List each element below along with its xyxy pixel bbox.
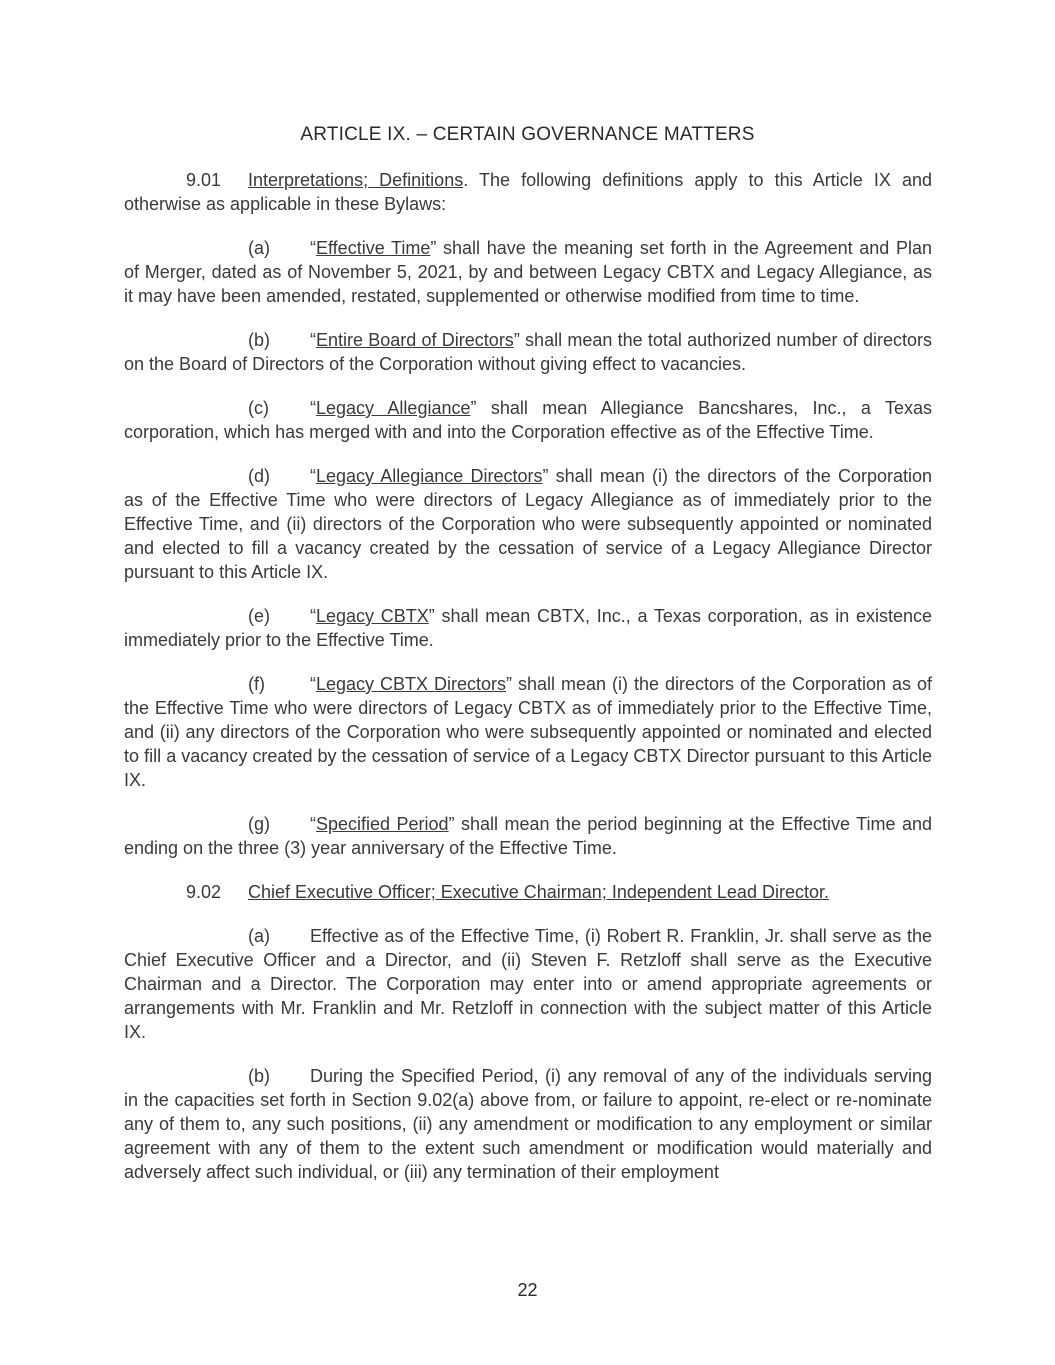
defined-term: Entire Board of Directors [316, 330, 514, 350]
definition-text: shall mean the total authorized number of directors on the Board of Directors of the Corporation without giving effect to vacancies. [124, 330, 932, 374]
definition-f: (f) “Legacy CBTX Directors” shall mean (i) the directors of the Corporation as of the Effective Time who were directors of Legacy CBTX as of immediately prior to the Effective Time, and (ii) any directors of the Corporation who were subsequently appointed or nominated and elected to fill a vacancy created by the cessation of service of a Legacy CBTX Director pursuant to this Article IX. [124, 674, 932, 790]
definition-g: (g) “Specified Period” shall mean the period beginning at the Effective Time and ending on the three (3) year anniversary of the Effective Time. [124, 814, 932, 858]
definition-label: (b) [248, 330, 270, 350]
defined-term: Legacy CBTX Directors [316, 674, 507, 694]
definition-e: (e) “Legacy CBTX” shall mean CBTX, Inc., a Texas corporation, as in existence immediately prior to the Effective Time. [124, 606, 932, 650]
definition-text: shall mean Allegiance Bancshares, Inc., a Texas corporation, which has merged with and into the Corporation effective as of the Effective Time. [124, 398, 932, 442]
definition-a: (a) “Effective Time” shall have the meaning set forth in the Agreement and Plan of Merger, dated as of November 5, 2021, by and between Legacy CBTX and Legacy Allegiance, as it may have been amended, restated, supplemented or otherwise modified from time to time. [124, 238, 932, 306]
defined-term: Effective Time [316, 238, 431, 258]
article-heading: ARTICLE IX. – CERTAIN GOVERNANCE MATTERS [300, 124, 755, 145]
definition-b: (b) “Entire Board of Directors” shall mean the total authorized number of directors on the Board of Directors of the Corporation without giving effect to vacancies. [124, 330, 932, 374]
item-label: (b) [248, 1066, 270, 1086]
item-label: (a) [248, 926, 270, 946]
section-9-02-a [124, 924, 932, 1044]
definition-d: (d) “Legacy Allegiance Directors” shall mean (i) the directors of the Corporation as of the Effective Time who were directors of Legacy Allegiance as of immediately prior to the Effective Time, and (ii) directors of the Corporation who were subsequently appointed or nominated and elected to fill a vacancy created by the cessation of service of a Legacy Allegiance Director pursuant to this Article IX. [124, 466, 933, 582]
defined-term: Legacy Allegiance Directors [316, 466, 543, 486]
section-9-02-b [124, 1064, 932, 1184]
section-number: 9.02 [186, 882, 222, 902]
section-9-02 [124, 880, 932, 904]
section-text: . The following definitions apply to this Article IX and otherwise as applicable in these Bylaws: [124, 170, 933, 214]
definition-label: (d) [248, 466, 270, 486]
definition-label: (e) [248, 606, 270, 626]
section-title: Chief Executive Officer; Executive Chairman; Independent Lead Director. [248, 882, 829, 902]
definition-label: (c) [248, 398, 269, 418]
definition-label: (a) [248, 238, 270, 258]
definition-label: (f) [248, 674, 265, 694]
section-number: 9.01 [186, 170, 222, 190]
definition-text: shall mean (i) the directors of the Corporation as of the Effective Time who were directors of Legacy CBTX as of immediately prior to the Effective Time, and (ii) any directors of the Corporation who were subsequently appointed or nominated and elected to fill a vacancy created by the cessation of service of a Legacy CBTX Director pursuant to this Article IX. [124, 674, 932, 790]
defined-term: Legacy Allegiance [316, 398, 471, 418]
item-text: During the Specified Period, (i) any removal of any of the individuals serving in the capacities set forth in Section 9.02(a) above from, or failure to appoint, re-elect or re-nominate any of them to, any such positions, (ii) any amendment or modification to any employment or similar agreement with any of them to the extent such amendment or modification would materially and adversely affect such individual, or (iii) any termination of their employment [124, 1066, 932, 1182]
definition-text: shall mean (i) the directors of the Corporation as of the Effective Time who were directors of Legacy Allegiance as of immediately prior to the Effective Time, and (ii) directors of the Corporation who were subsequently appointed or nominated and elected to fill a vacancy created by the cessation of service of a Legacy Allegiance Director pursuant to this Article IX. [124, 466, 933, 582]
definition-text: shall have the meaning set forth in the Agreement and Plan of Merger, dated as of November 5, 2021, by and between Legacy CBTX and Legacy Allegiance, as it may have been amended, restated, supplemented or otherwise modified from time to time. [124, 238, 932, 306]
item-text: Effective as of the Effective Time, (i) Robert R. Franklin, Jr. shall serve as the Chief Executive Officer and a Director, and (ii) Steven F. Retzloff shall serve as the Executive Chairman and a Director. The Corporation may enter into or amend appropriate agreements or arrangements with Mr. Franklin and Mr. Retzloff in connection with the subject matter of this Article IX. [124, 926, 932, 1042]
defined-term: Specified Period [316, 814, 449, 834]
section-9-01 [124, 168, 932, 216]
section-title: Interpretations; Definitions [248, 170, 464, 190]
definition-text: shall mean CBTX, Inc., a Texas corporation, as in existence immediately prior to the Effective Time. [124, 606, 932, 650]
document-body [124, 168, 932, 1204]
definition-text: shall mean the period beginning at the Effective Time and ending on the three (3) year anniversary of the Effective Time. [124, 814, 932, 858]
page-number: 22 [517, 1280, 538, 1300]
defined-term: Legacy CBTX [316, 606, 429, 626]
definition-label: (g) [248, 814, 270, 834]
definition-c: (c) “Legacy Allegiance” shall mean Allegiance Bancshares, Inc., a Texas corporation, which has merged with and into the Corporation effective as of the Effective Time. [124, 398, 932, 442]
